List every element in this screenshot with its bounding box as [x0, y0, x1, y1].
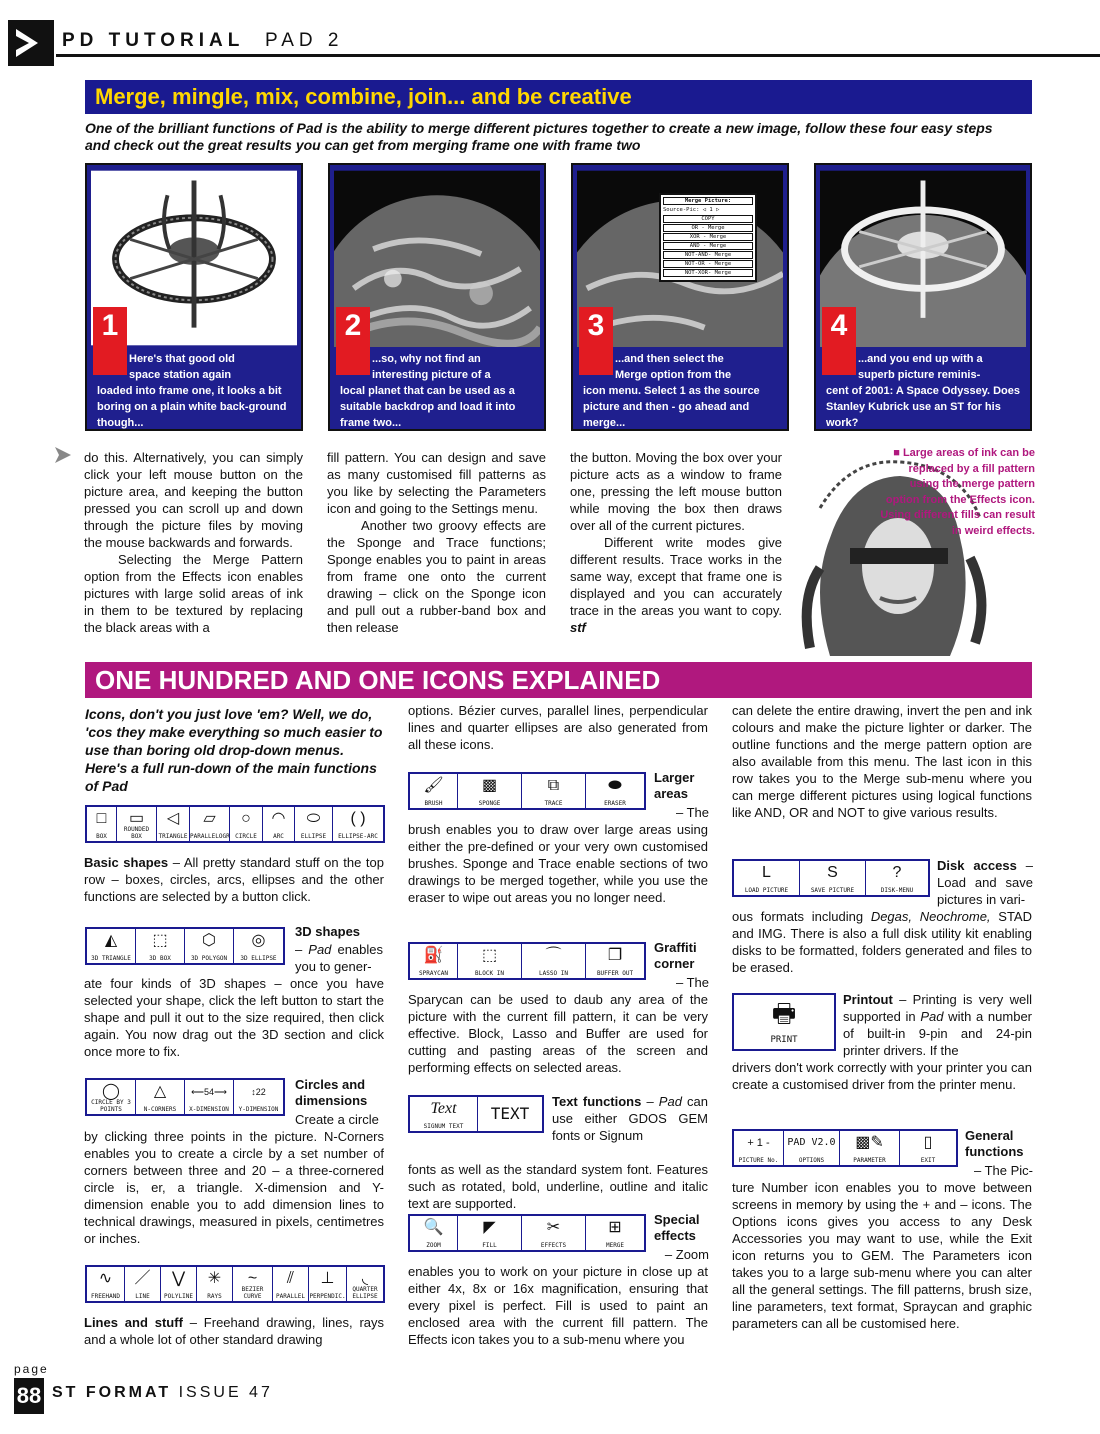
- circles-heading: Circles and dimensions: [295, 1077, 368, 1108]
- larger-areas-text: brush enables you to draw over large areas using either the pre-defined or your very own customised brushes. Sponge and Trace enable sections of two drawings to be merged together, while you use the eraser to wipe out areas you no longer need.: [408, 822, 708, 905]
- disk-access-text: ous formats including Degas, Neochrome, STAD and IMG. There is also a full disk utility kit enabling disks to be formatted, folders generated and files to be erased.: [732, 909, 1032, 975]
- freehand-icon[interactable]: ∿ FREEHAND: [87, 1267, 125, 1301]
- step-number: 2: [336, 307, 370, 375]
- rounded-box-icon[interactable]: ▭ ROUNDED BOX: [117, 807, 157, 841]
- step-caption: ...so, why not find an interesting picture of a local planet that can be used as a suitable backdrop and load it into frame two...: [340, 353, 516, 429]
- spraycan-icon[interactable]: ⛽ SPRAYCAN: [410, 944, 458, 978]
- 3d-shapes-heading: 3D shapes: [295, 924, 361, 939]
- larger-areas-heading: Larger areas: [654, 770, 695, 801]
- disk-access-strip: [732, 859, 930, 897]
- picture-number-icon[interactable]: + 1 - PICTURE No.: [734, 1131, 784, 1165]
- merge-icon[interactable]: ⊞ MERGE: [605, 1219, 625, 1249]
- special-effects-heading: Special effects: [654, 1212, 700, 1243]
- step-number: 1: [93, 307, 127, 375]
- signum-text-icon[interactable]: Text SIGNUM TEXT: [410, 1097, 478, 1131]
- brush-icon[interactable]: 🖌 BRUSH: [410, 774, 458, 808]
- exit-icon[interactable]: ▯ EXIT: [920, 1134, 936, 1164]
- magazine-footer: [52, 1384, 273, 1402]
- merge-option[interactable]: NOT-XOR- Merge: [663, 269, 753, 277]
- text-icon[interactable]: TEXT: [490, 1104, 530, 1123]
- parallel-icon[interactable]: ⫽ PARALLEL: [273, 1267, 309, 1301]
- page-label: page: [14, 1362, 49, 1376]
- icons-lead: Icons, don't you just love 'em? Well, we do, 'cos they make everything so much easier to use than boring old drop-down menus. Here's a full run-down of the main functions of Pad: [85, 706, 383, 794]
- basic-shapes-strip: [85, 805, 385, 843]
- circle-by-3-points-icon[interactable]: ◯ CIRCLE BY 3 POINTS: [87, 1080, 136, 1114]
- header-rule: [56, 54, 1100, 57]
- merge-source-row: Source-Pic: ◁ 1 ▷: [663, 207, 720, 213]
- lines-text: Lines and stuff – Freehand drawing, lines, rays and a whole lot of other standard drawing: [84, 1315, 385, 1347]
- effects-icon[interactable]: ✂ EFFECTS: [522, 1216, 586, 1250]
- merge-title: Merge, mingle, mix, combine, join... and be creative: [85, 80, 1032, 114]
- step-number: 4: [822, 307, 856, 375]
- lasso-in-icon[interactable]: ⌒ LASSO IN: [522, 944, 586, 978]
- ellipse-arc-icon[interactable]: ( ) ELLIPSE-ARC: [338, 810, 378, 840]
- basic-shapes-text: Basic shapes – All pretty standard stuff on the top row – boxes, circles, arcs, ellipses and the other functions are selected by a button click.: [84, 855, 384, 904]
- box-icon[interactable]: □ BOX: [87, 807, 117, 841]
- n-corners-icon[interactable]: △ N-CORNERS: [136, 1080, 185, 1114]
- author-signature: stf: [570, 620, 586, 635]
- parallelogram-icon[interactable]: ▱ PARALLELOGR: [190, 807, 230, 841]
- step-caption: ...and you end up with a superb picture reminis- cent of 2001: A Space Odyssey. Does Stanley Kubrick use an ST for his work?: [826, 353, 1021, 429]
- arc-icon[interactable]: ◠ ARC: [263, 807, 295, 841]
- merge-intro: One of the brilliant functions of Pad is the ability to merge different pictures together to create a new image, follow these four easy steps and check out the great results you can get from merging frame one with frame two: [85, 120, 993, 153]
- 3d-shapes-text: ate four kinds of 3D shapes – once you have selected your shape, click the left button to start the shape and pull it out to the size required, then click again. You now drag out the 3D section and click once more to fix.: [84, 976, 384, 1059]
- page-number: 88: [14, 1378, 44, 1414]
- body-column-1: do this. Alternatively, you can simply click your left mouse button on the picture area, and keeping the button pressed you can scroll up and down through the picture files by moving the mouse backwards and forwards. Selecting the Merge Pattern option from the Effects icon enables pictures with large solid areas of ink in them to be textured by replacing the black areas with a: [84, 450, 303, 635]
- parameter-icon[interactable]: ▩✎ PARAMETER: [840, 1131, 900, 1165]
- x-dimension-icon[interactable]: ⟵54⟶ X-DIMENSION: [185, 1080, 234, 1114]
- graffiti-strip: [408, 942, 646, 980]
- load-picture-icon[interactable]: L LOAD PICTURE: [734, 861, 800, 895]
- quarter-ellipse-icon[interactable]: ◟ QUARTER ELLIPSE: [352, 1270, 378, 1300]
- merge-dialog-title: Merge Picture:: [663, 197, 753, 205]
- bezier-curve-icon[interactable]: ~ BEZIER CURVE: [233, 1267, 273, 1301]
- graffiti-heading: Graffiti corner: [654, 940, 697, 971]
- body-column-2: fill pattern. You can design and save as many customised fill patterns as you like by selecting the Parameters icon and going to the Settings menu. Another two groovy effects are the Sponge and Trace functions; Sponge enables you to paint in areas from frame one onto the current drawing – click on the Sponge icon and pull out a rubber-band box and then release: [327, 450, 546, 635]
- issue-number: ISSUE 47: [178, 1384, 273, 1401]
- lines-strip: [85, 1265, 385, 1303]
- icons-title: ONE HUNDRED AND ONE ICONS EXPLAINED: [85, 662, 1032, 698]
- options-icon[interactable]: PAD V2.0 OPTIONS: [784, 1131, 840, 1165]
- step-number: 3: [579, 307, 613, 375]
- general-functions-text: ture Number icon enables you to move between screens in memory by using the + and – icons. The Options icons gives you access to any Desk Accessories you may want to use, while the Exit icon returns you to GEM. The Parameters icon takes you to a large sub-menu where you can alter all the general settings. The fill patterns, brush size, line parameters, text format, Spraycan and graphic parameters can all be customised here.: [732, 1180, 1032, 1331]
- larger-areas-intro: – The: [675, 805, 709, 820]
- general-functions-strip: [732, 1129, 958, 1167]
- fill-icon[interactable]: ◤ FILL: [458, 1216, 522, 1250]
- merge-option[interactable]: XOR - Merge: [663, 233, 753, 241]
- section-arrow-icon: [8, 20, 54, 66]
- ellipse-icon[interactable]: ⬭ ELLIPSE: [295, 807, 333, 841]
- step-panel-2: [328, 163, 546, 431]
- special-effects-text: enables you to work on your picture in close up at either 4x, 8x or 16x magnification, ensuring that every pixel is perfect. Fill is used to paint an enclosed area with the current fill pattern. The Effects icon takes you to a sub-menu where you: [408, 1264, 708, 1347]
- polyline-icon[interactable]: ⋁ POLYLINE: [161, 1267, 197, 1301]
- merge-option[interactable]: AND - Merge: [663, 242, 753, 250]
- 3d-polygon-icon[interactable]: ⬡ 3D POLYGON: [185, 929, 234, 963]
- special-effects-strip: [408, 1214, 646, 1252]
- step-panel-4: [814, 163, 1032, 431]
- 3d-triangle-icon[interactable]: ◭ 3D TRIANGLE: [87, 929, 136, 963]
- perpendicular-icon[interactable]: ⊥ PERPENDIC.: [309, 1267, 347, 1301]
- triangle-icon[interactable]: ◁ TRIANGLE: [157, 807, 190, 841]
- step-panel-1: [85, 163, 303, 431]
- y-dimension-icon[interactable]: ↕22 Y-DIMENSION: [238, 1087, 279, 1113]
- 3d-shapes-intro: – Pad enables you to gener-: [295, 942, 384, 974]
- trace-icon[interactable]: ⧉ TRACE: [522, 774, 586, 808]
- circles-text: by clicking three points in the picture. N-Corners enables you to create a circle by a set number of corners between three and 20 – a three-cornered circle is, er, a triangle. X-dimension and Y-dimension enable you to add dimension lines to technical drawings, measured in pixels, centimetres or inches.: [84, 1129, 384, 1246]
- save-picture-icon[interactable]: S SAVE PICTURE: [800, 861, 866, 895]
- line-icon[interactable]: ／ LINE: [125, 1267, 161, 1301]
- special-effects-intro: – Zoom: [664, 1247, 709, 1262]
- rays-icon[interactable]: ✳ RAYS: [197, 1267, 233, 1301]
- disk-access-intro: Disk access – Load and save pictures in vari-: [937, 858, 1034, 907]
- magazine-name: ST FORMAT: [52, 1384, 172, 1401]
- merge-option[interactable]: NOT-OR - Merge: [663, 260, 753, 268]
- col3-top-text: can delete the entire drawing, invert the pen and ink colours and make the picture lighter or darker. The outline functions and the merge pattern option are also available from this menu. The last icon in this row takes you to the Merge sub-menu where you can merge different pictures using logical functions like AND, OR and NOT to give various results.: [732, 703, 1032, 820]
- graffiti-text: Sparycan can be used to daub any area of the picture with the current fill pattern, it can be very effective. Block, Lasso and Buffer are used for cutting and pasting areas of the screen and performing effects on selected areas.: [408, 992, 708, 1075]
- sponge-icon[interactable]: ▩ SPONGE: [458, 774, 522, 808]
- circle-icon[interactable]: ○ CIRCLE: [230, 807, 263, 841]
- eraser-icon[interactable]: ⬬ ERASER: [604, 777, 626, 807]
- section-header: [62, 30, 343, 52]
- circles-intro: Create a circle: [295, 1112, 379, 1127]
- printout-intro: Printout – Printing is very well supported in Pad with a number of built-in 9-pin and 24-pin printer drivers. If the: [843, 992, 1032, 1058]
- continued-arrow-icon: [55, 447, 71, 463]
- buffer-out-icon[interactable]: ❐ BUFFER OUT: [596, 947, 634, 977]
- printout-strip: [732, 993, 836, 1051]
- body-column-3: the button. Moving the box over your picture acts as a window to frame one, pressing the left mouse button while moving the box then draws over all of the current pictures. Different write modes give different results. Trace works in the same way, except that frame one is displayed and you can accurately trace in the areas you want to copy. stf: [570, 450, 782, 635]
- page-tag: PAD 2: [264, 30, 344, 51]
- disk-menu-icon[interactable]: ? DISK-MENU: [880, 864, 914, 894]
- printer-icon[interactable]: 🖶 PRINT: [770, 998, 798, 1045]
- general-functions-intro: – The Pic-: [973, 1163, 1033, 1178]
- merge-option[interactable]: OR - Merge: [663, 224, 753, 232]
- larger-areas-strip: [408, 772, 646, 810]
- block-in-icon[interactable]: ⬚ BLOCK IN: [458, 944, 522, 978]
- 3d-box-icon[interactable]: ⬚ 3D BOX: [136, 929, 185, 963]
- portrait-caption: ■ Large areas of ink can be replaced by a fill pattern using the merge pattern option from the Effects icon. Using different fills can result in weird effects.: [880, 446, 1035, 539]
- step-caption: Here's that good old space station again loaded into frame one, it looks a bit boring on a plain white back-ground though...: [97, 353, 287, 429]
- graffiti-intro: – The: [675, 975, 709, 990]
- merge-option[interactable]: NOT-AND- Merge: [663, 251, 753, 259]
- section-name: PD TUTORIAL: [62, 30, 245, 51]
- general-functions-heading: General functions: [965, 1128, 1024, 1159]
- merge-dialog: [659, 193, 757, 282]
- 3d-ellipse-icon[interactable]: ◎ 3D ELLIPSE: [240, 932, 277, 962]
- zoom-icon[interactable]: 🔍 ZOOM: [410, 1216, 458, 1250]
- step-panel-3: [571, 163, 789, 431]
- merge-option[interactable]: COPY: [663, 215, 753, 223]
- text-strip: [408, 1095, 544, 1133]
- printout-text: drivers don't work correctly with your printer you can create a customised driver from the printer menu.: [732, 1060, 1032, 1092]
- text-functions-intro: Text functions – Pad can use either GDOS GEM fonts or Signum: [552, 1094, 708, 1143]
- step-caption: ...and then select the Merge option from the icon menu. Select 1 as the source picture and then - go ahead and merge...: [583, 353, 760, 429]
- circles-strip: [85, 1078, 285, 1116]
- col2-top-text: options. Bézier curves, parallel lines, perpendicular lines and quarter ellipses are also generated from all these icons.: [408, 703, 708, 752]
- 3d-shapes-strip: [85, 927, 285, 965]
- text-functions-text: fonts as well as the standard system font. Features such as rotated, bold, underline, outline and italic text are supported.: [408, 1162, 708, 1211]
